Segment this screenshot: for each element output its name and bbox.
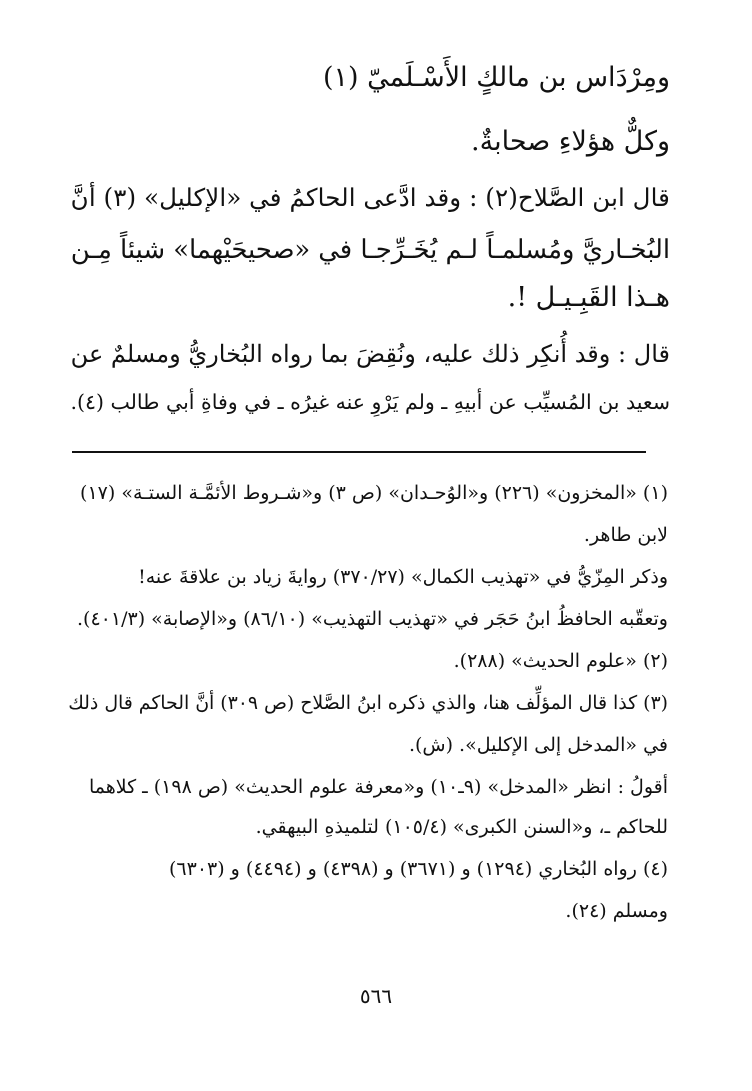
body-line-5: هـذا القَبِـيـل !. <box>507 282 670 313</box>
footnote-line-8: أقولُ : انظر «المدخل» (٩ـ١٠) و«معرفة علوم الحديث» (ص ١٩٨) ـ كلاهما <box>88 776 668 798</box>
body-line-1: ومِرْدَاس بن مالكٍ الأَسْـلَميّ (١) <box>322 62 670 93</box>
body-line-7: سعيد بن المُسيِّب عن أبيهِ ـ ولم يَرْوِ عنه غيرُه ـ في وفاةِ أبي طالب (٤). <box>70 390 670 414</box>
body-line-3: قال ابن الصَّلاح(٢) : وقد ادَّعى الحاكمُ في «الإكليل» (٣) أنَّ <box>70 183 670 212</box>
footnote-line-5: (٢) «علوم الحديث» (٢٨٨). <box>453 650 668 672</box>
footnote-line-9: للحاكم ـ، و«السنن الكبرى» (١٠٥/٤) لتلميذهِ البيهقي. <box>255 816 668 838</box>
footnote-line-2: لابن طاهر. <box>583 524 668 546</box>
page-number: ٥٦٦ <box>359 984 393 1008</box>
footnote-line-4: وتعقّبه الحافظُ ابنُ حَجَر في «تهذيب التهذيب» (٨٦/١٠) و«الإصابة» (٤٠١/٣). <box>77 608 668 630</box>
footnote-line-6: (٣) كذا قال المؤلِّف هنا، والذي ذكره ابنُ الصَّلاح (ص ٣٠٩) أنَّ الحاكم قال ذلك <box>68 692 668 714</box>
footnote-line-10: (٤) رواه البُخاري (١٢٩٤) و (٣٦٧١) و (٤٣٩٨) و (٤٤٩٤) و (٦٣٠٣) <box>168 858 668 880</box>
body-line-4: البُخـاريَّ ومُسلمـاً لـم يُخَـرِّجـا في «صحيحَيْهما» شيئاً مِـن <box>70 235 670 265</box>
footnote-separator <box>72 451 646 453</box>
body-line-2: وكلٌّ هؤلاءِ صحابةٌ. <box>471 126 670 157</box>
body-line-6: قال : وقد أُنكِر ذلك عليه، ونُقِضَ بما رواه البُخاريُّ ومسلمٌ عن <box>70 340 670 368</box>
footnote-line-11: ومسلم (٢٤). <box>565 900 668 922</box>
footnote-line-1: (١) «المخزون» (٢٢٦) و«الوُحـدان» (ص ٣) و«شـروط الأئمَّـة الستـة» (١٧) <box>80 482 668 504</box>
footnote-line-7: في «المدخل إلى الإكليل». (ش). <box>408 734 668 756</box>
footnote-line-3: وذكر المِزّيُّ في «تهذيب الكمال» (٣٧٠/٢٧) روايةَ زياد بن علاقةَ عنه! <box>138 566 668 588</box>
